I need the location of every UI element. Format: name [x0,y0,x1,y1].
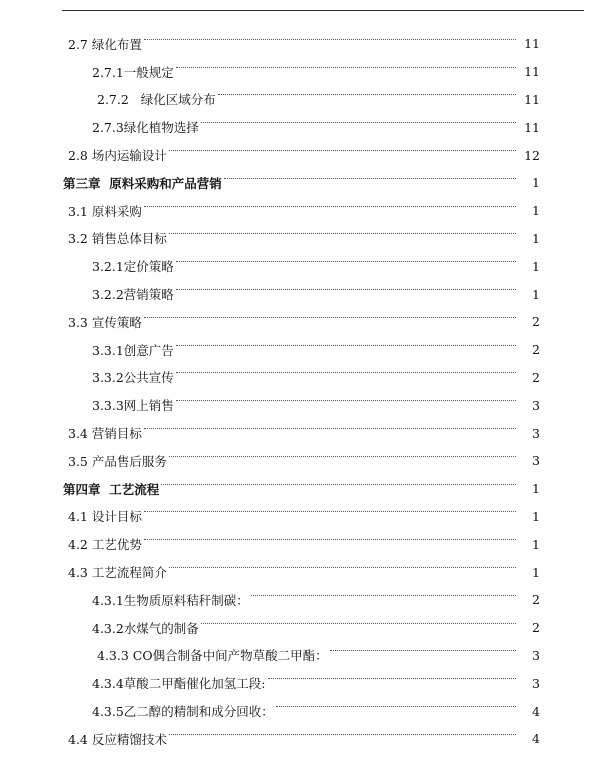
toc-page-number: 11 [524,36,540,52]
toc-page-number: 2 [532,314,540,330]
toc-entry[interactable] [0,391,600,419]
toc-entry-title: 3.3.2公共宣传 [92,370,174,386]
toc-entry[interactable] [0,475,600,503]
toc-page-number: 2 [532,369,540,385]
dot-leader [224,178,516,179]
dot-leader [176,261,516,262]
toc-page-number: 1 [532,258,540,274]
toc-page-number: 11 [524,64,540,80]
toc-entry-line [68,229,522,247]
dot-leader [176,289,516,290]
toc-entry-title: 3.2.1定价策略 [92,259,174,275]
toc-entry-title: 4.3.3 CO偶合制备中间产物草酸二甲酯： [97,648,328,664]
toc-entry-title: 4.3.1生物质原料秸秆制碳： [92,592,249,608]
toc-entry-title: 4.2 工艺优势 [68,537,142,553]
toc-page-number: 2 [532,592,540,608]
toc-entry-line [92,368,522,386]
dot-leader [144,539,516,540]
toc-entry[interactable] [0,503,600,531]
toc-entry[interactable] [0,586,600,614]
toc-entry-line [92,396,522,414]
toc-entry-title: 2.8 场内运输设计 [68,148,167,164]
dot-leader [169,150,516,151]
toc-entry[interactable] [0,197,600,225]
toc-entry-line [92,619,522,637]
dot-leader [144,317,516,318]
toc-entry-line [92,257,522,275]
toc-entry-line [63,174,522,192]
toc-entry-title: 2.7.3绿化植物选择 [92,120,199,136]
toc-entry[interactable] [0,308,600,336]
toc-page-number: 11 [524,91,540,107]
toc-entry-title: 3.4 营销目标 [68,426,142,442]
toc-entry-line [68,313,522,331]
toc-entry[interactable] [0,113,600,141]
toc-entry-line [68,424,522,442]
toc-page-number: 3 [532,425,540,441]
dot-leader [176,372,516,373]
toc-page-number: 3 [532,647,540,663]
toc-entry[interactable] [0,30,600,58]
dot-leader [161,484,516,485]
dot-leader [169,734,516,735]
toc-entry[interactable] [0,447,600,475]
toc-entry-title: 3.2 销售总体目标 [68,231,167,247]
dot-leader [144,428,516,429]
toc-entry[interactable] [0,336,600,364]
toc-entry-line [68,507,522,525]
toc-entry-title: 3.3 宣传策略 [68,314,142,330]
dot-leader [268,678,516,679]
toc-entry[interactable] [0,669,600,697]
toc-page-number: 4 [532,731,540,747]
toc-entry-title: 4.3.5乙二醇的精制和成分回收： [92,704,274,720]
toc-entry[interactable] [0,141,600,169]
dot-leader [169,567,516,568]
toc-entry-title: 4.3 工艺流程简介 [68,565,167,581]
toc-entry-line [68,563,522,581]
toc-entry[interactable] [0,169,600,197]
dot-leader [169,456,516,457]
toc-page-number: 3 [532,675,540,691]
dot-leader [169,233,516,234]
toc-page-number: 1 [532,203,540,219]
toc-entry[interactable] [0,280,600,308]
toc-entry[interactable] [0,58,600,86]
toc-entry-line [97,90,522,108]
toc-entry-title: 3.2.2营销策略 [92,287,174,303]
toc-page-number: 1 [532,481,540,497]
dot-leader [144,511,516,512]
toc-entry-title: 3.5 产品售后服务 [68,453,167,469]
toc-entry[interactable] [0,252,600,280]
toc-entry-line [92,118,522,136]
toc-page-number: 1 [532,564,540,580]
toc-entry-title: 第四章 工艺流程 [63,481,160,497]
dot-leader [330,650,516,651]
toc-entry-line [68,202,522,220]
toc-entry-line [63,480,522,498]
toc-entry-line [92,63,522,81]
toc-entry-line [92,674,522,692]
toc-entry-title: 3.3.1创意广告 [92,342,174,358]
dot-leader [176,400,516,401]
toc-entry-line [68,146,522,164]
toc-page-number: 1 [532,286,540,302]
toc-page-number: 1 [532,508,540,524]
dot-leader [251,595,516,596]
toc-entry[interactable] [0,86,600,114]
table-of-contents [0,30,600,753]
toc-entry-line [92,702,522,720]
toc-entry[interactable] [0,530,600,558]
dot-leader [218,94,516,95]
toc-entry-line [92,341,522,359]
toc-page-number: 4 [532,703,540,719]
toc-entry[interactable] [0,725,600,753]
toc-entry-title: 3.3.3网上销售 [92,398,174,414]
toc-entry[interactable] [0,419,600,447]
dot-leader [201,623,516,624]
dot-leader [176,67,516,68]
toc-entry[interactable] [0,558,600,586]
toc-page-number: 12 [524,147,540,163]
toc-page-number: 2 [532,342,540,358]
toc-entry-line [68,535,522,553]
toc-entry[interactable] [0,697,600,725]
toc-page-number: 3 [532,453,540,469]
toc-page-number: 1 [532,175,540,191]
toc-page-number: 3 [532,397,540,413]
toc-entry-title: 4.3.2水煤气的制备 [92,620,199,636]
toc-entry-title: 4.4 反应精馏技术 [68,731,167,747]
dot-leader [144,206,516,207]
toc-entry-title: 4.3.4草酸二甲酯催化加氢工段: [92,676,266,692]
header-rule [62,10,584,11]
toc-entry[interactable] [0,642,600,670]
toc-entry-line [68,730,522,748]
toc-entry[interactable] [0,364,600,392]
toc-entry-line [68,452,522,470]
toc-entry-title: 4.1 设计目标 [68,509,142,525]
toc-entry-line [92,591,522,609]
dot-leader [276,706,516,707]
dot-leader [144,39,516,40]
toc-entry-title: 3.1 原料采购 [68,203,142,219]
dot-leader [176,345,516,346]
toc-page-number: 1 [532,536,540,552]
toc-page-number: 11 [524,119,540,135]
toc-page-number: 1 [532,230,540,246]
toc-entry-title: 2.7.1一般规定 [92,64,174,80]
toc-entry[interactable] [0,225,600,253]
dot-leader [201,122,516,123]
toc-entry-title: 第三章 原料采购和产品营销 [63,175,222,191]
toc-entry[interactable] [0,614,600,642]
toc-entry-title: 2.7.2 绿化区域分布 [97,92,216,108]
toc-entry-line [68,35,522,53]
toc-entry-line [97,646,522,664]
toc-entry-line [92,285,522,303]
toc-entry-title: 2.7 绿化布置 [68,36,142,52]
toc-page-number: 2 [532,620,540,636]
